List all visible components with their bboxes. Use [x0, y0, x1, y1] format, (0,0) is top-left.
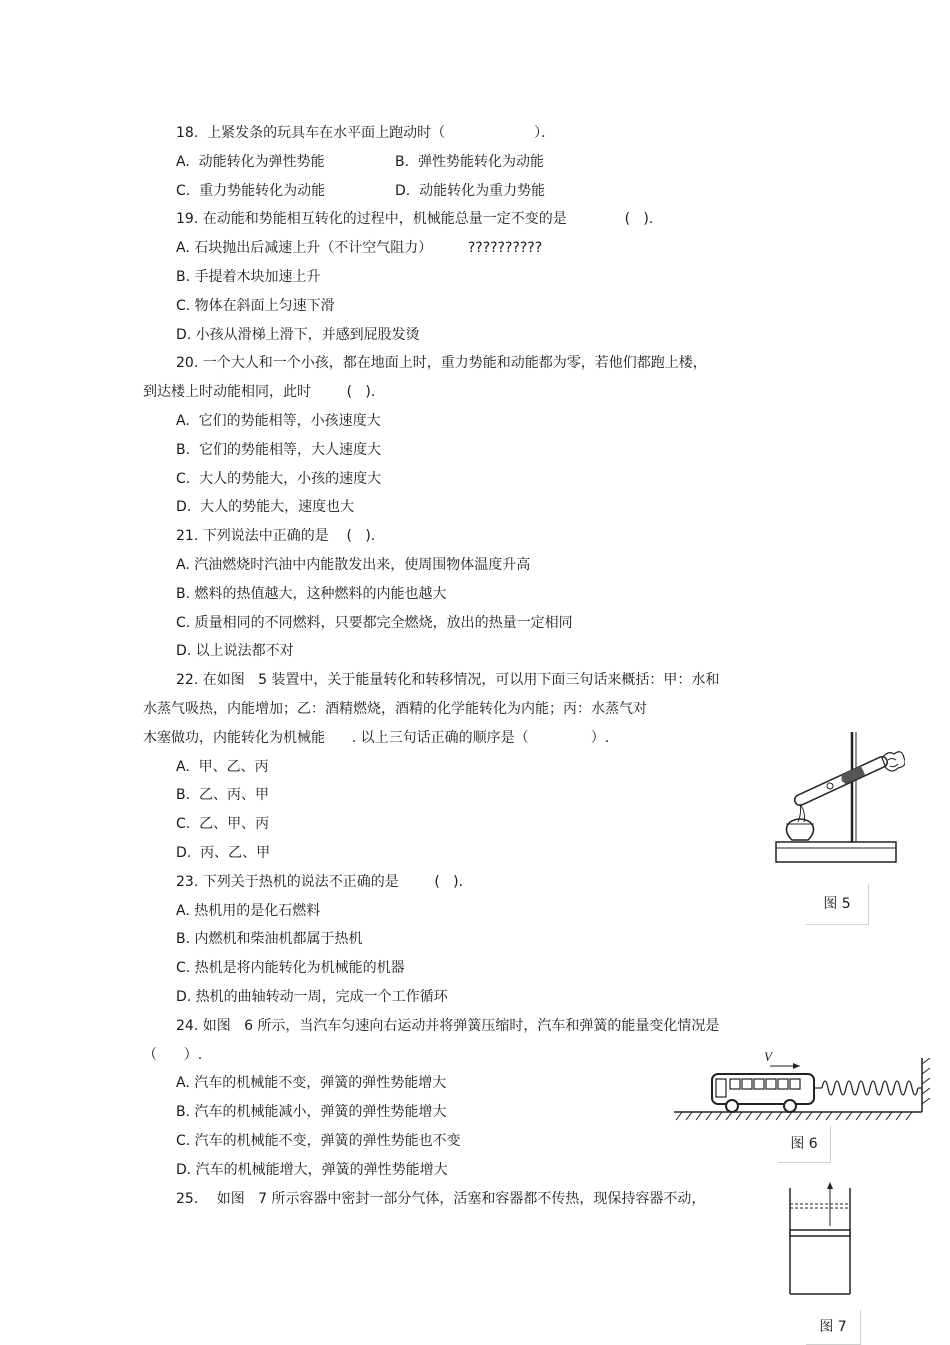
- answer-option: C. 热机是将内能转化为机械能的机器: [176, 960, 405, 977]
- question-stem-line: 木塞做功，内能转化为机械能 . 以上三句话正确的顺序是（ ）.: [143, 729, 610, 746]
- figure-6-caption: 图 6: [778, 1126, 831, 1163]
- question-stem-line: （ ）.: [143, 1046, 203, 1063]
- answer-option: D. 汽车的机械能增大，弹簧的弹性势能增大: [176, 1161, 448, 1178]
- answer-option: A. 汽车的机械能不变，弹簧的弹性势能增大: [176, 1075, 447, 1092]
- answer-option: D. 大人的势能大，速度也大: [176, 499, 355, 516]
- answer-option: C. 乙、甲、丙: [176, 816, 270, 833]
- answer-option: A. 甲、乙、丙: [176, 758, 269, 775]
- answer-option: B. 内燃机和柴油机都属于热机: [176, 931, 363, 948]
- answer-option: B. 汽车的机械能减小，弹簧的弹性势能增大: [176, 1104, 447, 1121]
- answer-option: B. 燃料的热值越大，这种燃料的内能也越大: [176, 585, 447, 602]
- question-stem-line: 24. 如图 6 所示，当汽车匀速向右运动并将弹簧压缩时，汽车和弹簧的能量变化情况是: [176, 1017, 720, 1034]
- answer-option: B. 弹性势能转化为动能: [395, 153, 544, 170]
- figure-5-apparatus: [770, 728, 905, 870]
- answer-option: D. 以上说法都不对: [176, 643, 294, 660]
- question-stem-line: 19. 在动能和势能相互转化的过程中，机械能总量一定不变的是 ( ).: [176, 211, 654, 228]
- figure-5-caption: 图 5: [806, 884, 869, 925]
- answer-option: D. 丙、乙、甲: [176, 845, 271, 861]
- answer-option: B. 手提着木块加速上升: [176, 269, 321, 285]
- answer-option: C. 物体在斜面上匀速下滑: [176, 297, 335, 314]
- answer-option: C. 汽车的机械能不变，弹簧的弹性势能也不变: [176, 1133, 461, 1149]
- answer-option: B. 乙、丙、甲: [176, 787, 269, 804]
- question-stem-line: 18. 上紧发条的玩具车在水平面上跑动时（ ）．: [176, 125, 556, 141]
- answer-option: C. 重力势能转化为动能: [176, 182, 326, 199]
- question-stem-line: 23. 下列关于热机的说法不正确的是 ( ).: [176, 873, 464, 890]
- question-stem-line: 25． 如图 7 所示容器中密封一部分气体，活塞和容器都不传热，现保持容器不动，: [176, 1190, 706, 1207]
- figure-6-bus-spring: [672, 1048, 934, 1126]
- question-stem-line: 22. 在如图 5 装置中，关于能量转化和转移情况，可以用下面三句话来概括：甲：水和: [176, 672, 720, 689]
- answer-option: B. 它们的势能相等，大人速度大: [176, 441, 381, 458]
- answer-option: C. 大人的势能大，小孩的速度大: [176, 470, 382, 487]
- figure-7-container: [784, 1180, 856, 1298]
- question-stem-line: 水蒸气吸热，内能增加；乙：酒精燃烧，酒精的化学能转化为内能；丙：水蒸气对: [143, 701, 647, 717]
- figure-7-caption: 图 7: [806, 1310, 861, 1345]
- answer-option: A. 热机用的是化石燃料: [176, 902, 321, 919]
- answer-option: D. 热机的曲轴转动一周，完成一个工作循环: [176, 989, 448, 1005]
- answer-option: A. 它们的势能相等，小孩速度大: [176, 413, 381, 429]
- answer-option: C. 质量相同的不同燃料，只要都完全燃烧，放出的热量一定相同: [176, 614, 573, 631]
- answer-option: A. 石块抛出后减速上升（不计空气阻力） ??????????: [176, 240, 543, 257]
- answer-option: D. 小孩从滑梯上滑下，并感到屁股发烫: [176, 326, 420, 343]
- velocity-label: V: [764, 1049, 772, 1064]
- answer-option: D. 动能转化为重力势能: [395, 182, 546, 199]
- answer-option: A. 动能转化为弹性势能: [176, 153, 325, 170]
- question-stem-line: 21. 下列说法中正确的是 ( ).: [176, 528, 376, 545]
- answer-option: A. 汽油燃烧时汽油中内能散发出来，使周围物体温度升高: [176, 557, 531, 573]
- question-stem-line: 20. 一个大人和一个小孩，都在地面上时，重力势能和动能都为零，若他们都跑上楼，: [176, 355, 707, 372]
- question-stem-line: 到达楼上时动能相同，此时 ( ).: [143, 384, 376, 401]
